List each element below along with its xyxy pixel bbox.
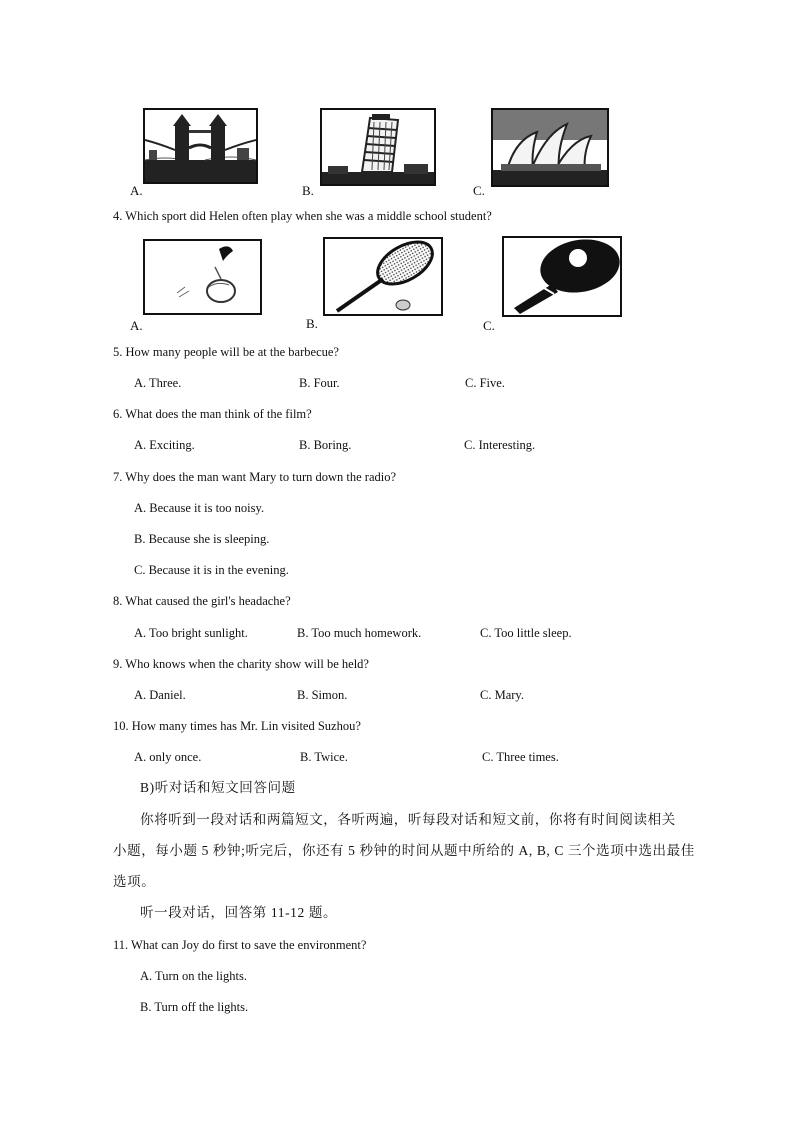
q4-option-a-label: A. [130,318,143,333]
q7-option-b: B. Because she is sleeping. [134,532,270,546]
q3-option-a-label: A. [130,183,143,198]
section-b-title: B)听对话和短文回答问题 [140,780,296,795]
q5-option-b: B. Four. [299,376,340,390]
q8-option-a: A. Too bright sunlight. [134,626,248,640]
q10-question: 10. How many times has Mr. Lin visited Suzhou? [113,719,361,733]
tower-bridge-icon [145,110,256,182]
q6-question: 6. What does the man think of the film? [113,407,312,421]
q8-question: 8. What caused the girl's headache? [113,594,291,608]
badminton-picture [143,239,262,315]
q6-option-b: B. Boring. [299,438,352,452]
section-b-instructions-line3: 选项。 [113,874,156,889]
q8-option-b: B. Too much homework. [297,626,422,640]
table-tennis-picture [502,236,622,317]
q4-option-b-label: B. [306,316,318,331]
q9-question: 9. Who knows when the charity show will be held? [113,657,369,671]
q5-option-c: C. Five. [465,376,505,390]
q9-option-b: B. Simon. [297,688,348,702]
q9-option-c: C. Mary. [480,688,524,702]
dialogue-intro: 听一段对话，回答第 11-12 题。 [140,905,338,920]
q11-question: 11. What can Joy do first to save the environment? [113,938,367,952]
q4-question: 4. Which sport did Helen often play when she was a middle school student? [113,209,492,223]
q10-option-c: C. Three times. [482,750,559,764]
q6-option-c: C. Interesting. [464,438,536,452]
q4-option-c-label: C. [483,318,495,333]
q7-option-a: A. Because it is too noisy. [134,501,265,515]
section-b-instructions-line2: 小题，每小题 5 秒钟;听完后，你还有 5 秒钟的时间从题中所给的 A, B, C 三个选项中选出最佳 [113,843,695,858]
q3-option-c-label: C. [473,183,485,198]
leaning-tower-picture [320,108,436,186]
q8-option-c: C. Too little sleep. [480,626,572,640]
q6-option-a: A. Exciting. [134,438,195,452]
tower-bridge-picture [143,108,258,184]
q9-option-a: A. Daniel. [134,688,186,702]
q5-option-a: A. Three. [134,376,182,390]
badminton-icon [145,241,260,313]
q11-option-a: A. Turn on the lights. [140,969,247,983]
tennis-racket-icon [325,239,441,314]
leaning-tower-icon [322,110,434,184]
q5-question: 5. How many people will be at the barbecue? [113,345,339,359]
opera-house-icon [493,110,607,185]
opera-house-picture [491,108,609,187]
q7-question: 7. Why does the man want Mary to turn down the radio? [113,470,397,484]
tennis-picture [323,237,443,316]
table-tennis-paddle-icon [504,238,620,315]
section-b-instructions-line1: 你将听到一段对话和两篇短文，各听两遍，听每段对话和短文前，你将有时间阅读相关 [140,812,676,827]
q10-option-b: B. Twice. [300,750,348,764]
q10-option-a: A. only once. [134,750,202,764]
q11-option-b: B. Turn off the lights. [140,1000,249,1014]
q7-option-c: C. Because it is in the evening. [134,563,289,577]
q3-option-b-label: B. [302,183,314,198]
